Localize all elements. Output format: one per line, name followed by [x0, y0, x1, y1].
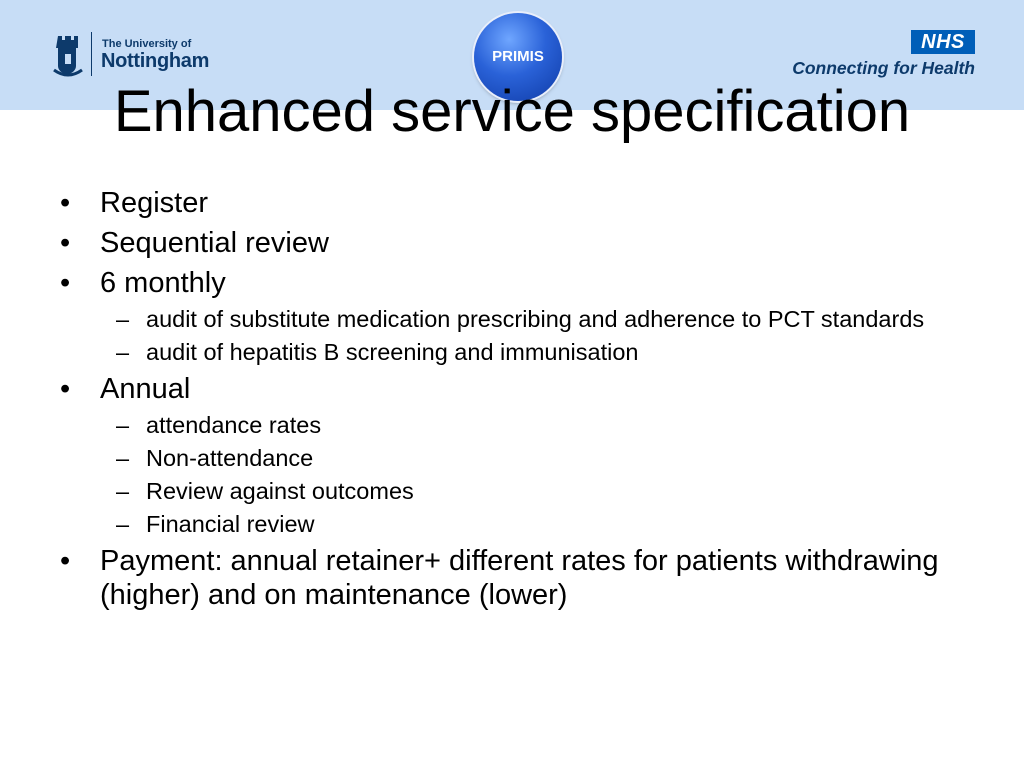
sub-bullet-item	[58, 478, 978, 505]
bullet-list	[58, 180, 978, 612]
nhs-logo-text: NHS	[921, 31, 965, 53]
primis-label: PRIMIS	[492, 48, 544, 65]
sub-bullet-item	[58, 412, 978, 439]
bullet-text: Payment: annual retainer+ different rates for patients withdrawing (higher) and on maintenance (lower)	[100, 545, 939, 611]
sub-bullet-item	[58, 339, 978, 366]
university-line1: The University of	[102, 38, 192, 50]
bullet-marker: •	[60, 545, 71, 577]
castle-crest-icon	[50, 30, 86, 78]
bullet-text: 6 monthly	[100, 267, 226, 299]
university-line2: Nottingham	[101, 50, 210, 72]
sub-bullet-item	[58, 306, 978, 333]
nhs-logo	[911, 30, 975, 54]
bullet-marker: •	[60, 227, 71, 259]
bullet-item	[58, 186, 978, 220]
sub-bullet-item	[58, 511, 978, 538]
sub-bullet-marker: –	[116, 478, 130, 504]
bullet-marker: •	[60, 187, 71, 219]
bullet-item	[58, 226, 978, 260]
sub-bullet-text: attendance rates	[146, 412, 322, 438]
sub-bullet-text: audit of substitute medication prescribing and adherence to PCT standards	[146, 306, 925, 332]
bullet-item	[58, 544, 978, 612]
bullet-text: Annual	[100, 373, 191, 405]
bullet-text: Sequential review	[100, 227, 329, 259]
sub-bullet-text: Non-attendance	[146, 445, 314, 471]
slide-title: Enhanced service specification	[113, 79, 911, 144]
sub-bullet-marker: –	[116, 306, 130, 332]
sub-bullet-text: Financial review	[146, 511, 315, 537]
sub-bullet-item	[58, 445, 978, 472]
sub-bullet-text: audit of hepatitis B screening and immunisation	[146, 339, 639, 365]
bullet-text: Register	[100, 187, 208, 219]
nhs-tagline: Connecting for Health	[792, 58, 975, 78]
bullet-marker: •	[60, 373, 71, 405]
sub-bullet-text: Review against outcomes	[146, 478, 414, 504]
sub-bullet-marker: –	[116, 511, 130, 537]
bullet-marker: •	[60, 267, 71, 299]
university-of-nottingham-logo	[50, 30, 220, 80]
bullet-item	[58, 372, 978, 406]
sub-bullet-marker: –	[116, 339, 130, 365]
sub-bullet-marker: –	[116, 445, 130, 471]
sub-bullet-marker: –	[116, 412, 130, 438]
bullet-item	[58, 266, 978, 300]
logo-divider	[91, 32, 92, 76]
